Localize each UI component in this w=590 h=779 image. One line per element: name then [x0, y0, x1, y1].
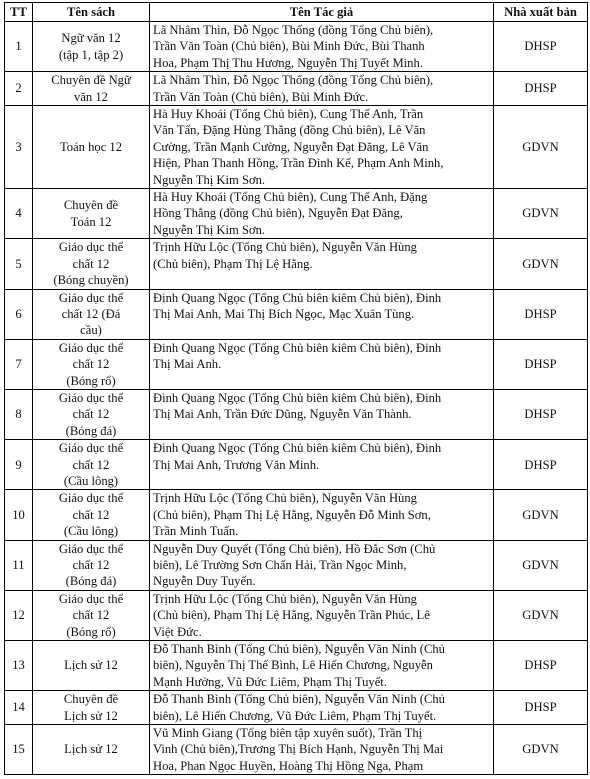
authors-line: Hoa, Phạm Thị Thu Hương, Nguyễn Thị Tuyết Minh. [153, 55, 423, 70]
authors-line: biên), Nguyễn Thị Thế Bình, Lê Hiến Chương, Nguyễn [153, 658, 433, 673]
authors-line: Nguyễn Thị Kim Sơn. [153, 222, 266, 237]
authors-line: Vũ Minh Giang (Tổng biên tập xuyên suốt), Trần Thị [153, 726, 423, 741]
publisher-cell: DHSP [494, 289, 588, 339]
book-title-cell [33, 389, 150, 439]
book-title-line: (Bóng rổ) [66, 624, 116, 639]
table-row [5, 22, 588, 72]
book-title-line: chất 12 [72, 608, 110, 623]
authors-line: Hà Huy Khoái (Tổng Chủ biên), Cung Thế Anh, Đặng [153, 190, 428, 205]
authors-line: Thị Mai Anh, Trần Đức Dũng, Nguyễn Văn Thành. [153, 407, 412, 422]
row-number: 1 [5, 22, 33, 72]
book-title-line: Chuyên đề [63, 198, 119, 213]
book-title-line: (tập 1, tập 2) [58, 47, 124, 62]
table-row [5, 725, 588, 775]
publisher-cell: GDVN [494, 239, 588, 289]
authors-cell [150, 440, 494, 490]
row-number: 8 [5, 389, 33, 439]
header-row [5, 3, 588, 22]
book-title-cell [33, 590, 150, 640]
authors-cell [150, 339, 494, 389]
authors-line: Đỗ Thanh Bình (Tổng Chủ biên), Nguyễn Văn Ninh (Chủ [153, 642, 445, 657]
table-row [5, 641, 588, 691]
textbook-table [4, 2, 588, 775]
book-title-line: chất 12 [72, 507, 110, 522]
book-title-line: Lịch sử 12 [64, 708, 118, 723]
table-row [5, 289, 588, 339]
book-title-line: cầu) [80, 323, 102, 338]
book-title-line: chất 12 (Đá [61, 306, 121, 321]
table-row [5, 691, 588, 725]
authors-line: Vinh (Chủ biên),Trương Thị Bích Hạnh, Nguyễn Thị Mai [153, 742, 444, 757]
book-title-line: (Bóng rổ) [66, 373, 116, 388]
book-title-line: Chuyên đề [63, 692, 119, 707]
book-title-line: chất 12 [72, 407, 110, 422]
book-title-cell [33, 540, 150, 590]
authors-line: Trần Văn Toàn (Chủ biên), Bùi Minh Đức. [153, 89, 369, 104]
book-title-line: Lịch sử 12 [64, 658, 118, 673]
book-title-cell [33, 189, 150, 239]
authors-line: Trần Minh Tuấn. [153, 524, 239, 539]
book-title-line: chất 12 [72, 457, 110, 472]
header-tt: TT [5, 3, 33, 22]
row-number: 11 [5, 540, 33, 590]
authors-line: (Chủ biên), Phạm Thị Lệ Hằng, Nguyễn Trần Phúc, Lê [153, 608, 430, 623]
row-number: 3 [5, 106, 33, 189]
table-row [5, 490, 588, 540]
header-publisher: Nhà xuất bản [494, 3, 588, 22]
publisher-cell: DHSP [494, 641, 588, 691]
publisher-cell: DHSP [494, 339, 588, 389]
book-title-cell [33, 22, 150, 72]
authors-line: Hồng Thắng (đồng Chủ biên), Nguyễn Đạt Đăng, [153, 206, 403, 221]
authors-cell [150, 691, 494, 725]
book-title-line: Giáo dục thể [58, 491, 124, 506]
table-header [5, 3, 588, 22]
publisher-cell: GDVN [494, 725, 588, 775]
book-title-line: (Cầu lông) [63, 473, 119, 488]
authors-line: Thị Mai Anh, Trương Văn Minh. [153, 457, 320, 472]
row-number: 7 [5, 339, 33, 389]
row-number: 14 [5, 691, 33, 725]
book-title-line: Lịch sử 12 [64, 742, 118, 757]
authors-cell [150, 540, 494, 590]
book-title-line: Giáo dục thể [58, 290, 124, 305]
book-title-cell [33, 106, 150, 189]
authors-line: (Chủ biên), Phạm Thị Lệ Hằng, Nguyễn Đỗ Minh Sơn, [153, 507, 431, 522]
publisher-cell: DHSP [494, 72, 588, 106]
authors-line: Lã Nhâm Thìn, Đỗ Ngọc Thống (đồng Tổng Chủ biên), [153, 73, 434, 88]
table-row [5, 339, 588, 389]
publisher-cell: DHSP [494, 22, 588, 72]
header-authors: Tên Tác giả [150, 3, 494, 22]
authors-cell [150, 590, 494, 640]
book-title-line: chất 12 [72, 558, 110, 572]
table-body [5, 22, 588, 775]
row-number: 15 [5, 725, 33, 775]
authors-cell [150, 239, 494, 289]
authors-line: biên), Lê Trường Sơn Chấn Hải, Trần Ngọc Minh, [153, 558, 407, 572]
header-book-title: Tên sách [33, 3, 150, 22]
book-title-cell [33, 72, 150, 106]
authors-line: (Chủ biên), Phạm Thị Lệ Hằng. [153, 256, 313, 271]
book-title-cell [33, 641, 150, 691]
authors-line: Đinh Quang Ngọc (Tổng Chủ biên kiêm Chủ biên), Đinh [153, 390, 442, 405]
book-title-cell [33, 239, 150, 289]
publisher-cell: GDVN [494, 540, 588, 590]
book-title-cell [33, 725, 150, 775]
book-title-line: văn 12 [74, 89, 108, 104]
row-number: 5 [5, 239, 33, 289]
row-number: 9 [5, 440, 33, 490]
table-row [5, 106, 588, 189]
publisher-cell: GDVN [494, 590, 588, 640]
authors-line: Đinh Quang Ngọc (Tổng Chủ biên kiêm Chủ biên), Đinh [153, 290, 442, 305]
authors-cell [150, 106, 494, 189]
authors-line: Đỗ Thanh Bình (Tổng Chủ biên), Nguyễn Văn Ninh (Chủ [153, 692, 445, 707]
table-row [5, 189, 588, 239]
authors-cell [150, 389, 494, 439]
authors-line: biên), Lê Hiến Chương, Vũ Đức Liêm, Phạm Thị Tuyết. [153, 708, 437, 723]
book-title-line: (Bóng đá) [65, 574, 117, 589]
authors-line: Văn Tấn, Đặng Hùng Thắng (đồng Chủ biên), Lê Văn [153, 123, 426, 138]
book-title-line: (Bóng chuyền) [53, 273, 129, 288]
book-title-line: Toán học 12 [59, 139, 123, 154]
table-row [5, 440, 588, 490]
row-number: 10 [5, 490, 33, 540]
authors-cell [150, 490, 494, 540]
row-number: 2 [5, 72, 33, 106]
book-title-line: chất 12 [72, 256, 110, 271]
authors-line: Đinh Quang Ngọc (Tổng Chủ biên kiêm Chủ biên), Đinh [153, 441, 442, 456]
book-title-line: (Cầu lông) [63, 524, 119, 539]
row-number: 4 [5, 189, 33, 239]
authors-line: Cường, Trần Mạnh Cường, Nguyễn Đạt Đăng, Lê Văn [153, 139, 429, 154]
authors-cell [150, 72, 494, 106]
authors-line: Trịnh Hữu Lộc (Tổng Chủ biên), Nguyễn Văn Hùng [153, 591, 417, 606]
authors-line: Hoa, Phan Ngọc Huyền, Hoàng Thị Hồng Nga, Phạm [153, 758, 424, 773]
authors-line: Mạnh Hưởng, Vũ Đức Liêm, Phạm Thị Tuyết. [153, 674, 387, 689]
book-title-line: Chuyên đề Ngữ [51, 73, 131, 88]
book-title-cell [33, 339, 150, 389]
book-title-line: chất 12 [72, 357, 110, 372]
authors-line: Nguyễn Thị Kim Sơn. [153, 172, 266, 187]
authors-cell [150, 189, 494, 239]
publisher-cell: DHSP [494, 440, 588, 490]
book-title-line: Ngữ văn 12 [61, 31, 121, 46]
authors-line: Việt Đức. [153, 624, 202, 639]
book-title-line: Giáo dục thể [58, 240, 124, 255]
authors-line: Đinh Quang Ngọc (Tổng Chủ biên kiêm Chủ biên), Đinh [153, 340, 442, 355]
book-title-line: Toán 12 [70, 214, 112, 229]
book-title-line: Giáo dục thể [58, 340, 124, 355]
authors-cell [150, 22, 494, 72]
authors-line: Lã Nhâm Thìn, Đỗ Ngọc Thống (đồng Tổng Chủ biên), [153, 23, 434, 37]
row-number: 6 [5, 289, 33, 339]
document-page [4, 2, 587, 775]
authors-line: Nguyễn Duy Quyết (Tổng Chủ biên), Hồ Đắc Sơn (Chủ [153, 541, 436, 556]
book-title-cell [33, 289, 150, 339]
book-title-cell [33, 490, 150, 540]
book-title-line: (Bóng đá) [65, 423, 117, 438]
authors-line: Thị Mai Anh. [153, 357, 222, 372]
authors-line: Hiện, Phan Thanh Hồng, Trần Đình Kế, Phạm Anh Minh, [153, 156, 444, 171]
authors-line: Thị Mai Anh, Mai Thị Bích Ngọc, Mạc Xuân Tùng. [153, 306, 415, 321]
authors-cell [150, 725, 494, 775]
book-title-line: Giáo dục thể [58, 591, 124, 606]
table-row [5, 389, 588, 439]
book-title-line: Giáo dục thể [58, 390, 124, 405]
publisher-cell: GDVN [494, 490, 588, 540]
authors-line: Trịnh Hữu Lộc (Tổng Chủ biên), Nguyễn Văn Hùng [153, 491, 417, 506]
book-title-cell [33, 440, 150, 490]
table-row [5, 72, 588, 106]
book-title-line: Giáo dục thể [58, 541, 124, 556]
authors-line: Hà Huy Khoái (Tổng Chủ biên), Cung Thế Anh, Trần [153, 107, 424, 122]
row-number: 13 [5, 641, 33, 691]
publisher-cell: GDVN [494, 106, 588, 189]
publisher-cell: DHSP [494, 389, 588, 439]
publisher-cell: GDVN [494, 189, 588, 239]
book-title-cell [33, 691, 150, 725]
book-title-line: Giáo dục thể [58, 441, 124, 456]
table-row [5, 590, 588, 640]
authors-cell [150, 289, 494, 339]
authors-cell [150, 641, 494, 691]
authors-line: Nguyễn Duy Tuyến. [153, 574, 256, 589]
authors-line: Trần Văn Toàn (Chủ biên), Bùi Minh Đức, Bùi Thanh [153, 39, 425, 54]
row-number: 12 [5, 590, 33, 640]
authors-line: Trịnh Hữu Lộc (Tổng Chủ biên), Nguyễn Văn Hùng [153, 240, 417, 255]
table-row [5, 540, 588, 590]
table-row [5, 239, 588, 289]
publisher-cell: DHSP [494, 691, 588, 725]
